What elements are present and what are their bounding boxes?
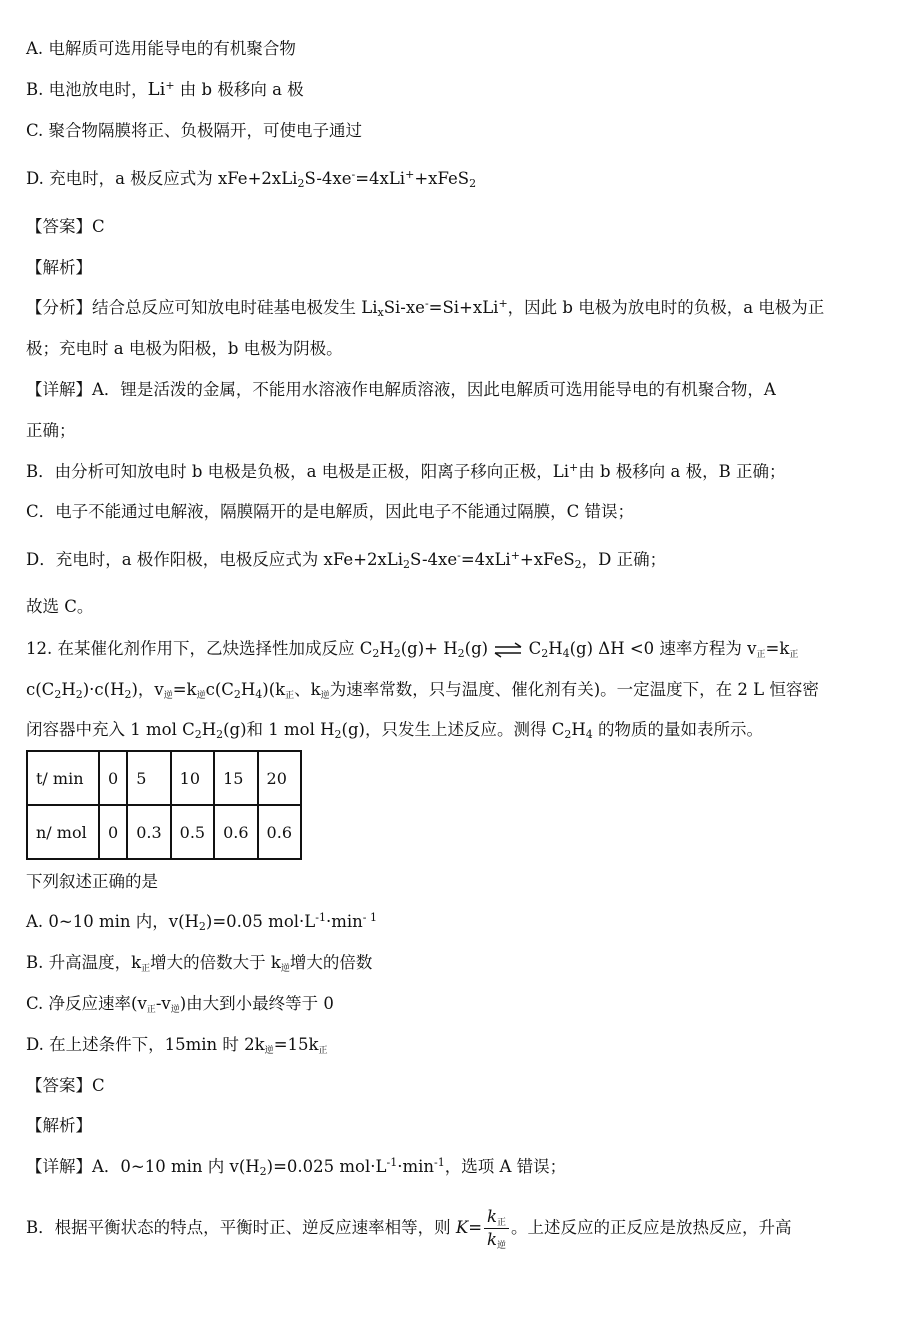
table-cell: t/ min	[27, 751, 99, 805]
table-cell: 5	[127, 751, 170, 805]
table-row	[27, 751, 301, 805]
data-table	[26, 750, 302, 860]
table-cell: 0.3	[127, 805, 170, 859]
q11-detail-a: 【详解】A．锂是活泼的金属，不能用水溶液作电解质溶液，因此电解质可选用能导电的有机聚合物，A	[26, 380, 776, 399]
rate-constant-fraction: $\frac{\text{k正}}{\text{k逆}}$	[484, 1206, 509, 1251]
q12-option-a: A. 0~10 min 内，$v(H_2)=0.05$ $mol\cdot L^{-1}\cdot\min^{- 1}$	[26, 911, 377, 933]
q12-answer: 【答案】C	[26, 1076, 105, 1095]
table-cell: 0.5	[171, 805, 214, 859]
table-cell: n/ mol	[27, 805, 99, 859]
q12-jiexi-label: 【解析】	[26, 1116, 92, 1135]
q11-detail-d: D．充电时，a 极作阳极，电极反应式为 xFe+2xLi$_2$S-4xe-=4xLi++xFeS$_2$，D 正确；	[26, 549, 667, 571]
q12-option-d: D. 在上述条件下，15min 时 2k逆=15k正	[26, 1035, 328, 1056]
q12-detail-b: B．根据平衡状态的特点，平衡时正、逆反应速率相等，则 K= $\frac{\text{k正}}{\text{k逆}}$ 。上述反应的正反应是放热反应，升高	[26, 1207, 792, 1251]
q11-option-d: D. 充电时，a 极反应式为 xFe+2xLi$_2$S-4xe-=4xLi++xFeS$_2$	[26, 168, 477, 190]
q12-stem-line2: $c(C_2H_2)\cdot c(H_2)$，v逆=k逆$c(C_2H_4)(k$正、k逆为速率常数，只与温度、催化剂有关)。一定温度下，在 2 L 恒容密	[26, 680, 819, 701]
q12-stem-line3: 闭容器中充入 1 mol $C_2H_2(g)$和 1 mol $H_2(g)$，只发生上述反应。测得 $C_2H_4$ 的物质的量如表所示。	[26, 720, 763, 741]
table-row	[27, 805, 301, 859]
q12-option-c: C. 净反应速率(v正-v逆)由大到小最终等于 0	[26, 994, 334, 1015]
q11-detail-c: C．电子不能通过电解液，隔膜隔开的是电解质，因此电子不能通过隔膜，C 错误；	[26, 502, 634, 521]
q11-jiexi-label: 【解析】	[26, 258, 92, 277]
q11-option-c: C. 聚合物隔膜将正、负极隔开，可使电子通过	[26, 121, 363, 140]
q11-option-a: A. 电解质可选用能导电的有机聚合物	[26, 39, 296, 58]
q11-conclusion: 故选 C。	[26, 597, 94, 616]
q12-option-b: B. 升高温度，k正增大的倍数大于 k逆增大的倍数	[26, 953, 373, 974]
q11-detail-b: B．由分析可知放电时 b 电极是负极，a 电极是正极，阳离子移向正极，Li+由 b 极移向 a 极，B 正确；	[26, 461, 786, 481]
q11-option-b: B. 电池放电时，Li+ 由 b 极移向 a 极	[26, 79, 304, 100]
table-cell: 0.6	[258, 805, 301, 859]
q11-analysis: 【分析】结合总反应可知放电时硅基电极发生 $Li_xSi-xe^-=Si+xLi^+$，因此 b 电极为放电时的负极，a 电极为正	[26, 297, 825, 319]
q12-question: 下列叙述正确的是	[26, 872, 158, 891]
table-cell: 0.6	[214, 805, 257, 859]
q12-stem-line1: 12. 在某催化剂作用下，乙炔选择性加成反应 $C_2H_2(g)+ H_2(g)$ $C_2H_4(g)$ ΔH <0 速率方程为 v正=k正	[26, 639, 799, 660]
q11-analysis-cont: 极；充电时 a 电极为阳极，b 电极为阴极。	[26, 339, 343, 358]
q11-answer: 【答案】C	[26, 217, 105, 236]
table-cell: 20	[258, 751, 301, 805]
q12-detail-a: 【详解】A．0~10 min 内 $v(H_2)=0.025$ $mol\cdot L^{-1}\cdot\min^{-1}$，选项 A 错误；	[26, 1156, 567, 1178]
equilibrium-arrow-icon	[493, 641, 523, 659]
table-cell: 0	[99, 805, 127, 859]
table-cell: 0	[99, 751, 127, 805]
q11-detail-a-cont: 正确；	[26, 421, 76, 440]
table-cell: 15	[214, 751, 257, 805]
table-cell: 10	[171, 751, 214, 805]
